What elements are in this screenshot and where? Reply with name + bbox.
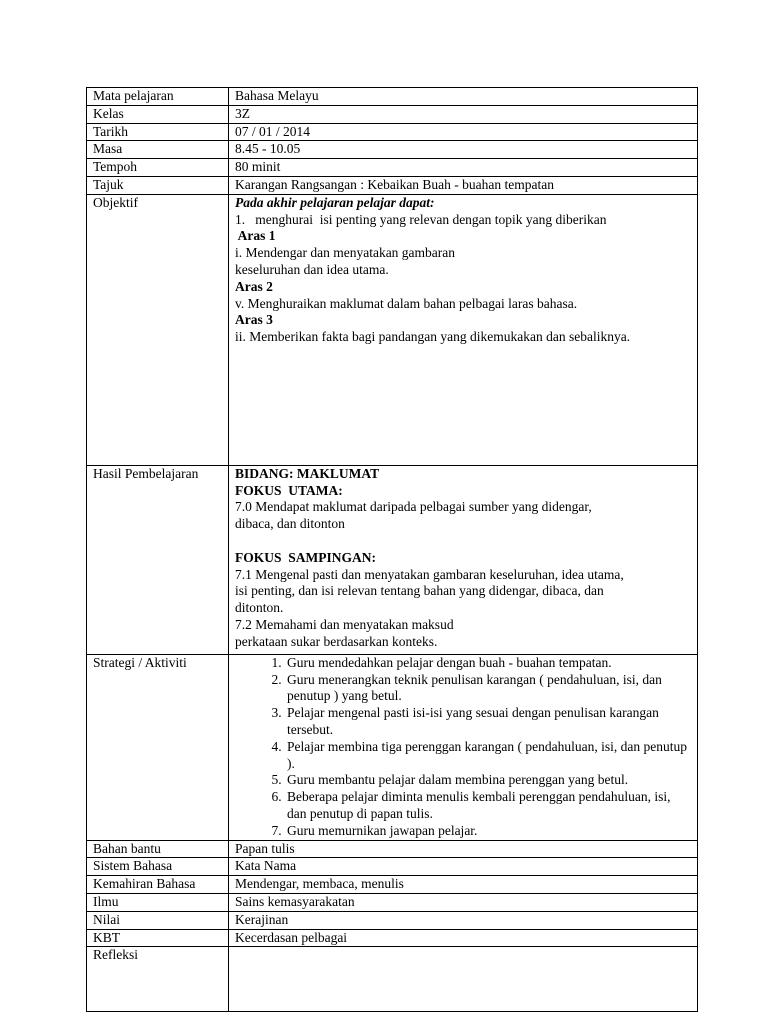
fokus-utama-text: 7.0 Mendapat maklumat daripada pelbagai sumber yang didengar, [235, 499, 592, 515]
aras-2-text: v. Menghuraikan maklumat dalam bahan pelbagai laras bahasa. [235, 295, 578, 311]
activity-list [235, 655, 693, 840]
list-item: 2. Guru menerangkan teknik penulisan karangan ( pendahuluan, isi, dan penutup ) yang betul. [285, 672, 693, 706]
row-value: Kata Nama [229, 858, 698, 876]
table-row [87, 88, 698, 106]
row-label: Tempoh [87, 159, 229, 177]
strategi-row [87, 654, 698, 840]
row-label: Mata pelajaran [87, 88, 229, 106]
objektif-intro: Pada akhir pelajaran pelajar dapat: [235, 194, 435, 210]
list-item: 5. Guru membantu pelajar dalam membina perenggan yang betul. [285, 772, 693, 789]
strategi-label: Strategi / Aktiviti [87, 654, 229, 840]
refleksi-row [87, 947, 698, 1012]
fokus-sampingan-heading: FOKUS SAMPINGAN: [235, 549, 376, 565]
row-value: Kerajinan [229, 911, 698, 929]
refleksi-label: Refleksi [87, 947, 229, 1012]
list-item: 3. Pelajar mengenal pasti isi-isi yang sesuai dengan penulisan karangan tersebut. [285, 705, 693, 739]
objektif-item-1: 1. menghurai isi penting yang relevan dengan topik yang diberikan [235, 211, 607, 227]
table-row [87, 105, 698, 123]
refleksi-value [229, 947, 698, 1012]
table-row [87, 876, 698, 894]
fokus-sampingan-7-1-cont2: ditonton. [235, 600, 284, 616]
fokus-sampingan-7-1-cont: isi penting, dan isi relevan tentang bahan yang didengar, dibaca, dan [235, 583, 604, 599]
row-label: Kemahiran Bahasa [87, 876, 229, 894]
row-value: 80 minit [229, 159, 698, 177]
table-row [87, 858, 698, 876]
row-label: Nilai [87, 911, 229, 929]
list-item: 1. Guru mendedahkan pelajar dengan buah - buahan tempatan. [285, 655, 693, 672]
table-row [87, 840, 698, 858]
aras-1-text-cont: keseluruhan dan idea utama. [235, 261, 389, 277]
row-label: Kelas [87, 105, 229, 123]
hasil-row [87, 465, 698, 654]
strategi-content [229, 654, 698, 840]
row-value: Kecerdasan pelbagai [229, 929, 698, 947]
table-row [87, 141, 698, 159]
aras-1-heading: Aras 1 [235, 228, 276, 244]
bidang-heading: BIDANG: MAKLUMAT [235, 465, 380, 481]
list-item: 7. Guru memurnikan jawapan pelajar. [285, 823, 693, 840]
fokus-sampingan-7-1: 7.1 Mengenal pasti dan menyatakan gambaran keseluruhan, idea utama, [235, 566, 624, 582]
table-row [87, 123, 698, 141]
aras-3-text: ii. Memberikan fakta bagi pandangan yang dikemukakan dan sebaliknya. [235, 329, 631, 345]
objektif-content [229, 194, 698, 465]
row-label: Masa [87, 141, 229, 159]
fokus-sampingan-7-2: 7.2 Memahami dan menyatakan maksud [235, 616, 454, 632]
lesson-plan-table [86, 87, 698, 1012]
row-value: Papan tulis [229, 840, 698, 858]
fokus-utama-text-cont: dibaca, dan ditonton [235, 516, 345, 532]
row-label: Sistem Bahasa [87, 858, 229, 876]
fokus-sampingan-7-2-cont: perkataan sukar berdasarkan konteks. [235, 633, 438, 649]
aras-1-text: i. Mendengar dan menyatakan gambaran [235, 245, 456, 261]
objektif-label: Objektif [87, 194, 229, 465]
row-value: 8.45 - 10.05 [229, 141, 698, 159]
row-value: 3Z [229, 105, 698, 123]
list-item: 6. Beberapa pelajar diminta menulis kembali perenggan pendahuluan, isi, dan penutup di papan tulis. [285, 789, 693, 823]
row-label: Tajuk [87, 176, 229, 194]
row-label: Bahan bantu [87, 840, 229, 858]
row-value: Karangan Rangsangan : Kebaikan Buah - buahan tempatan [229, 176, 698, 194]
table-row [87, 176, 698, 194]
table-row [87, 159, 698, 177]
row-value: Mendengar, membaca, menulis [229, 876, 698, 894]
objektif-row [87, 194, 698, 465]
row-value: 07 / 01 / 2014 [229, 123, 698, 141]
row-value: Sains kemasyarakatan [229, 893, 698, 911]
fokus-utama-heading: FOKUS UTAMA: [235, 482, 343, 498]
row-label: Tarikh [87, 123, 229, 141]
table-row [87, 893, 698, 911]
aras-2-heading: Aras 2 [235, 278, 273, 294]
row-value: Bahasa Melayu [229, 88, 698, 106]
hasil-content [229, 465, 698, 654]
aras-3-heading: Aras 3 [235, 312, 273, 328]
table-row [87, 911, 698, 929]
table-row [87, 929, 698, 947]
hasil-label: Hasil Pembelajaran [87, 465, 229, 654]
list-item: 4. Pelajar membina tiga perenggan karangan ( pendahuluan, isi, dan penutup ). [285, 739, 693, 773]
row-label: KBT [87, 929, 229, 947]
row-label: Ilmu [87, 893, 229, 911]
spacer [235, 533, 693, 550]
